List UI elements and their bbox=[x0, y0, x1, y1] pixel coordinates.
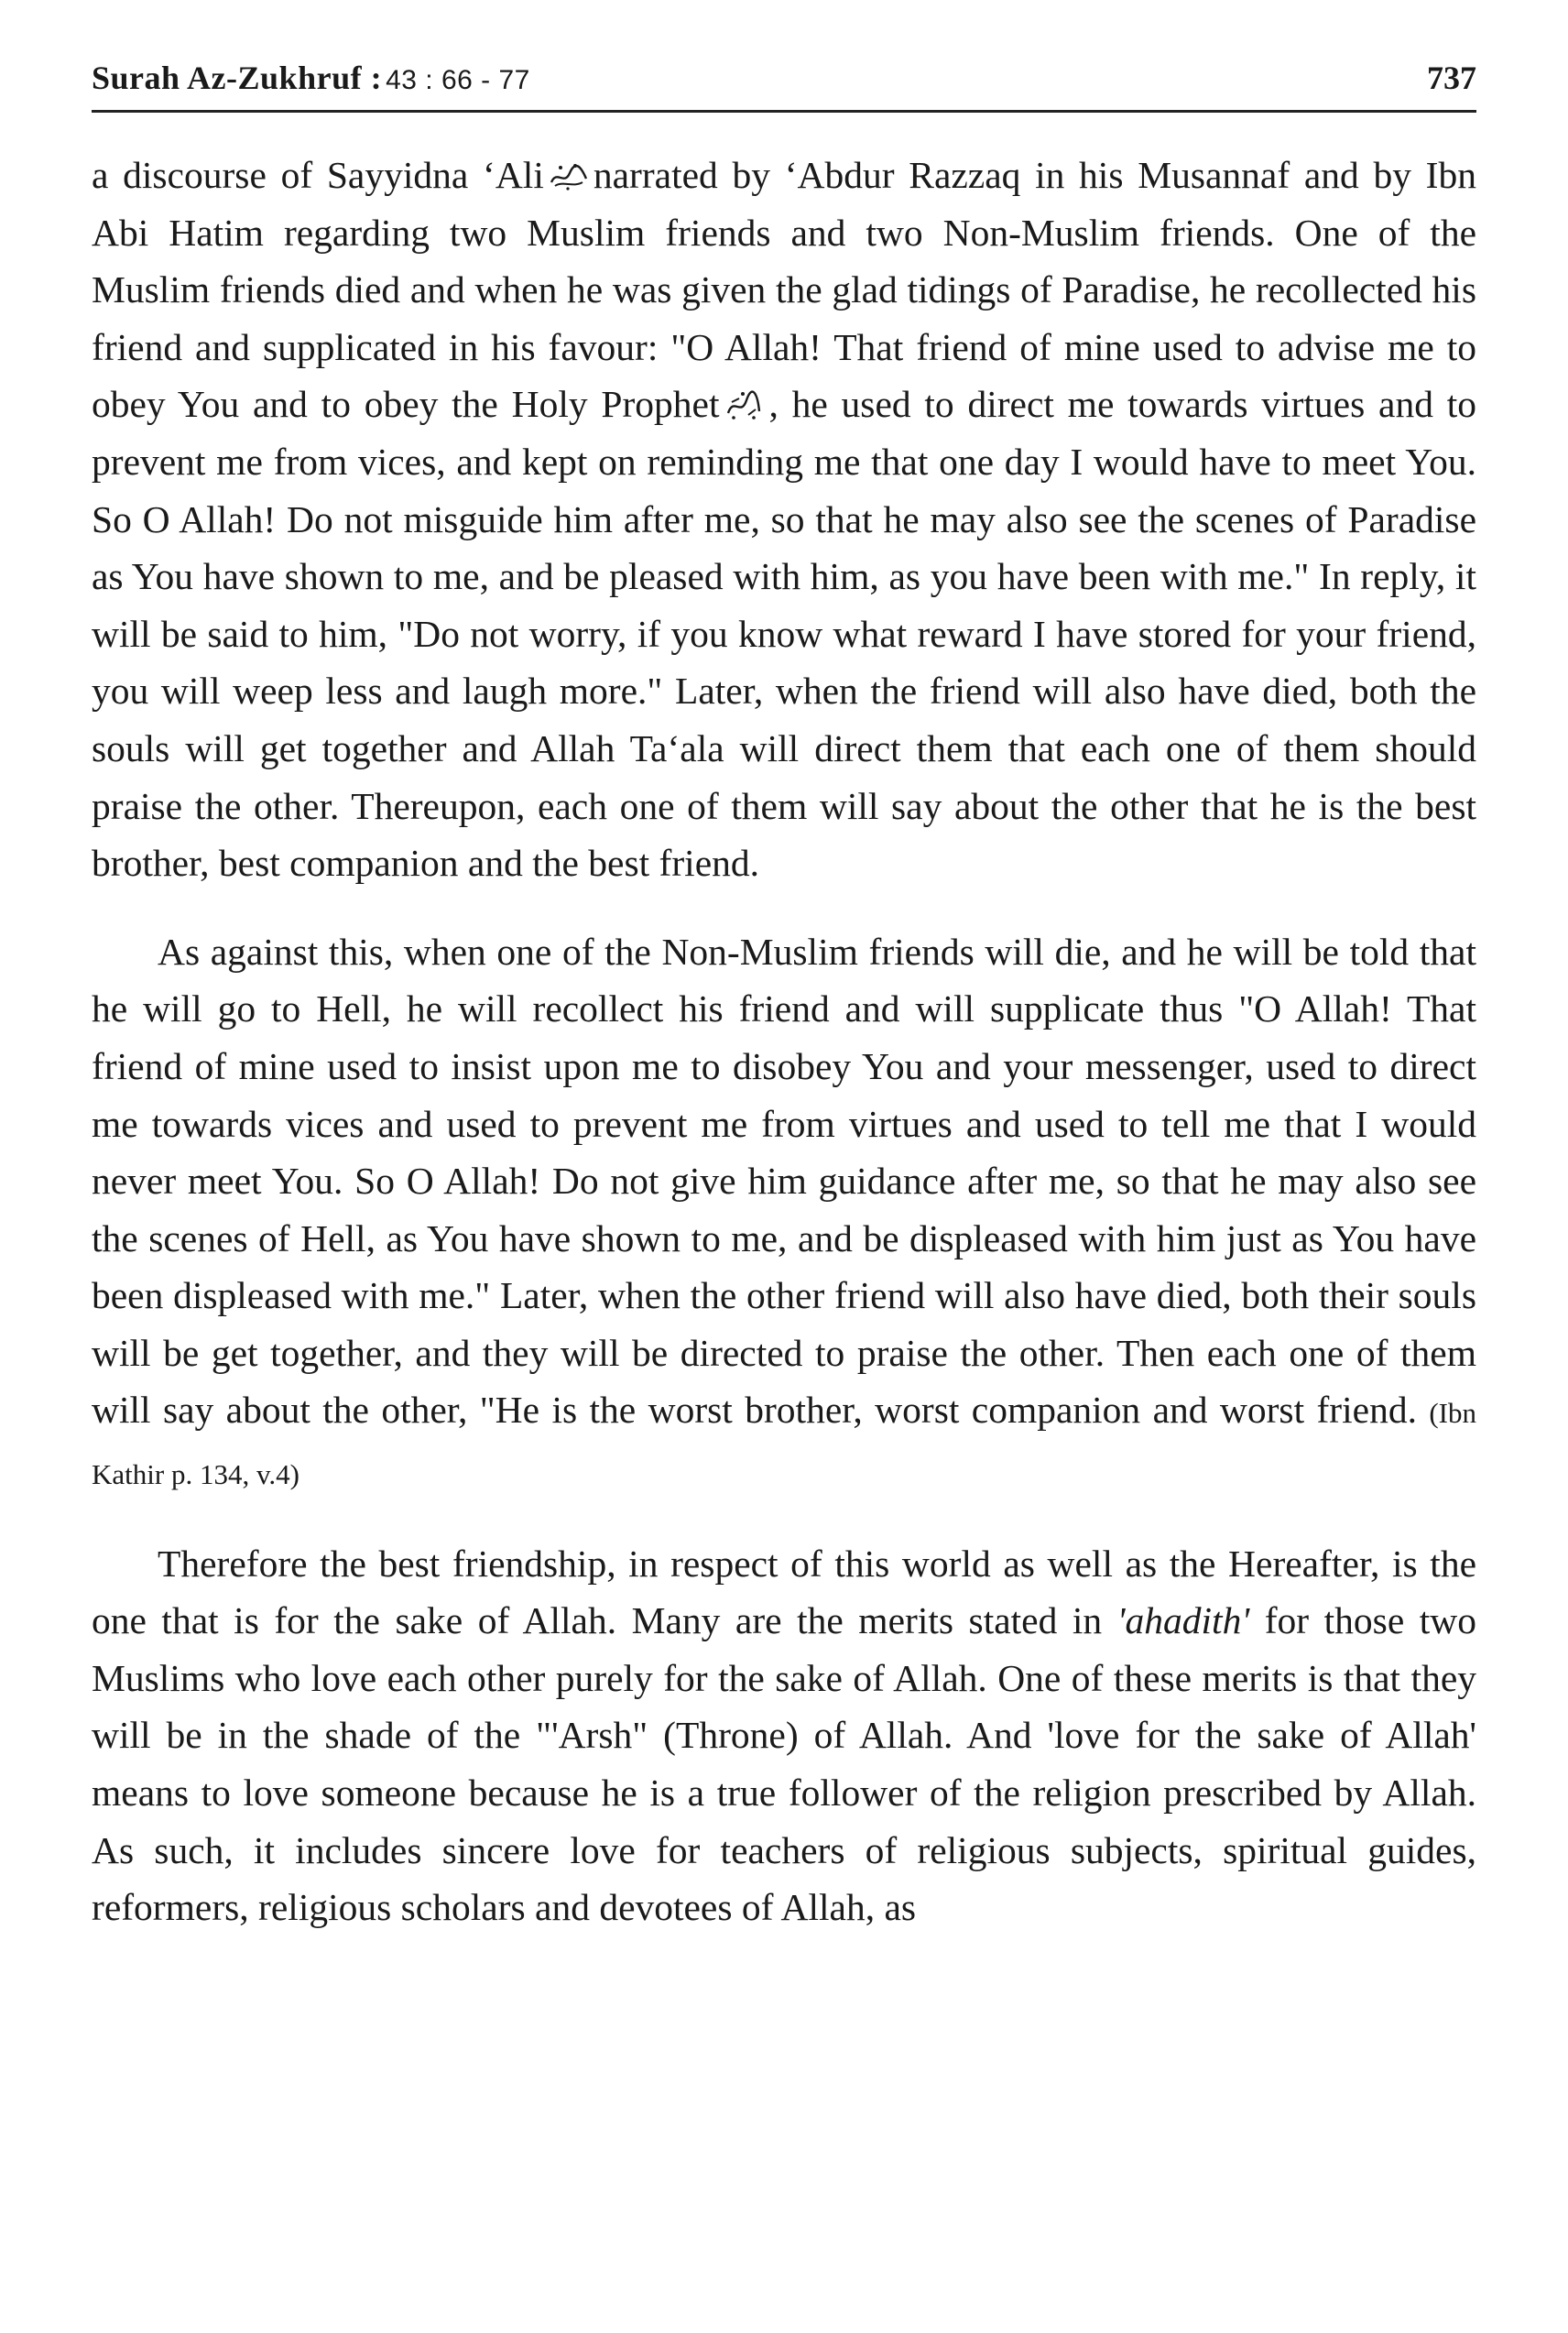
running-header bbox=[92, 53, 1476, 113]
verse-reference: 43 : 66 - 77 bbox=[386, 65, 530, 95]
citation: (Ibn Kathir p. 134, v.4) bbox=[92, 1397, 1477, 1491]
paragraph-1 bbox=[92, 147, 1476, 892]
italic-term: 'ahadith' bbox=[1116, 1599, 1250, 1642]
paragraph-1-start: a discourse of Sayyidna ‘Ali bbox=[92, 154, 544, 196]
paragraph-3-end: for those two Muslims who love each other purely for the sake of Allah. One of these merits is that they will be in the shade of the "'Arsh" (Throne) of Allah. And 'love for the sake of Allah' means to love someone because he is a true follower of the religion prescribed by Allah. As such, it includes sincere love for teachers of religious subjects, spiritual guides, reformers, religious scholars and devotees of Allah, as bbox=[92, 1599, 1476, 1929]
paragraph-1-end: , he used to direct me towards virtues and to prevent me from vices, and kept on reminding me that one day I would have to meet You. So O Allah! Do not misguide him after me, so that he may also see the scenes of Paradise as You have shown to me, and be pleased with him, as you have been with me." In reply, it will be said to him, "Do not worry, if you know what reward I have stored for your friend, you will weep less and laugh more." Later, when the friend will also have died, both the souls will get together and Allah Ta‘ala will direct them that each one of them should praise the other. Thereupon, each one of them will say about the other that he is the best brother, best companion and the best friend. bbox=[92, 383, 1476, 885]
body-text bbox=[92, 147, 1476, 1936]
radiyallahu-anhu-icon bbox=[548, 160, 590, 191]
surah-title bbox=[92, 59, 530, 97]
paragraph-3 bbox=[92, 1535, 1476, 1936]
paragraph-2 bbox=[92, 923, 1476, 1504]
paragraph-1-middle: narrated by ‘Abdur Razzaq in his Musannaf and by Ibn Abi Hatim regarding two Muslim friends and two Non-Muslim friends. One of the Muslim friends died and when he was given the glad tidings of Paradise, he recollected his friend and supplicated in his favour: "O Allah! That friend of mine used to advise me to obey You and to obey the Holy Prophet bbox=[92, 154, 1477, 426]
surah-title-text: Surah Az-Zukhruf : bbox=[92, 60, 383, 96]
sallallahu-alaihi-wasallam-icon bbox=[723, 389, 765, 420]
paragraph-3-start: Therefore the best friendship, in respect of this world as well as the Hereafter, is the one that is for the sake of Allah. Many are the merits stated in bbox=[92, 1542, 1476, 1642]
paragraph-2-text: As against this, when one of the Non-Muslim friends will die, and he will be told that he will go to Hell, he will recollect his friend and will supplicate thus "O Allah! That friend of mine used to insist upon me to disobey You and your messenger, used to direct me towards vices and used to prevent me from virtues and used to tell me that I would never meet You. So O Allah! Do not give him guidance after me, so that he may also see the scenes of Hell, as You have shown to me, and be displeased with him just as You have been displeased with me." Later, when the other friend will also have died, both their souls will be get together, and they will be directed to praise the other. Then each one of them will say about the other, "He is the worst brother, worst companion and worst friend. bbox=[92, 930, 1476, 1432]
page-number: 737 bbox=[1427, 60, 1476, 96]
